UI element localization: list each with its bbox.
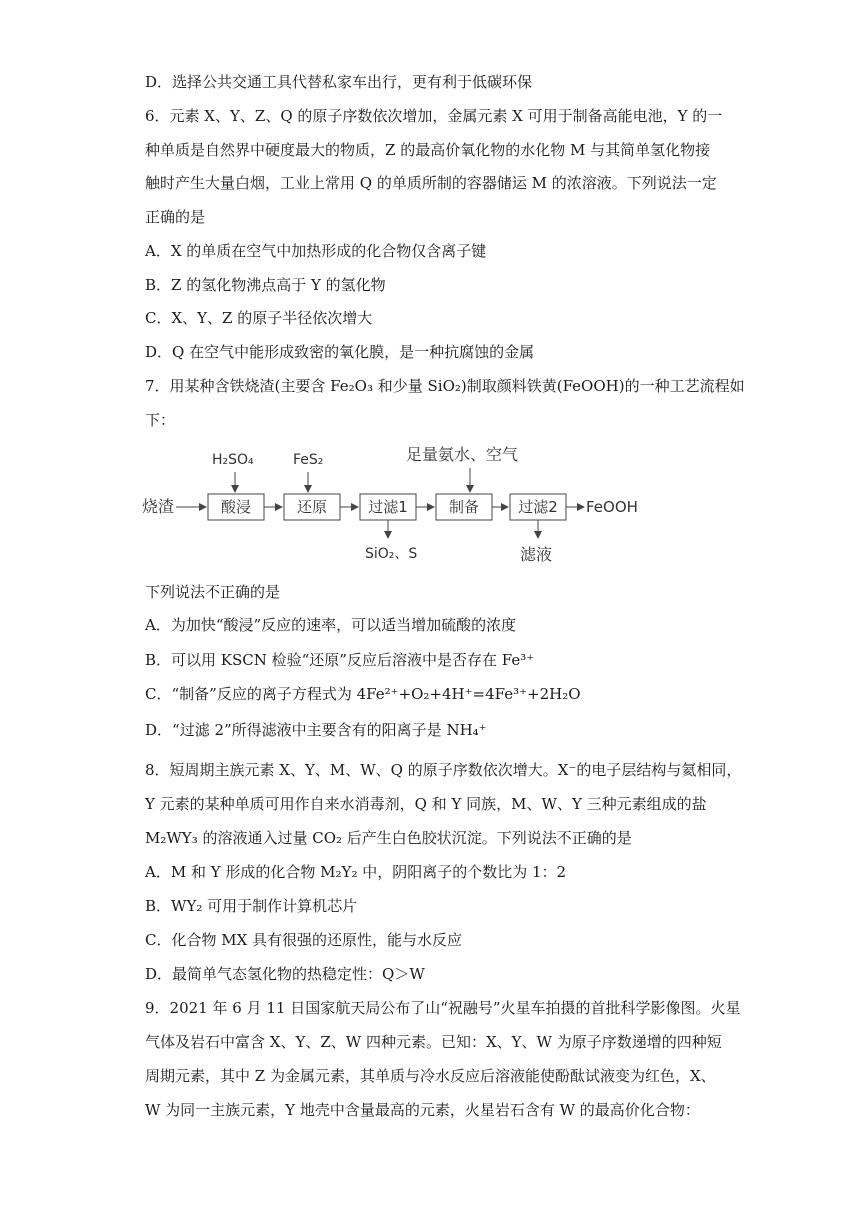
text-line: B．WY₂ 可用于制作计算机芯片: [145, 897, 358, 915]
text-line: B．Z 的氢化物沸点高于 Y 的氢化物: [145, 276, 386, 294]
flow-product: FeOOH: [586, 498, 638, 516]
text-line: 6．元素 X、Y、Z、Q 的原子序数依次增加，金属元素 X 可用于制备高能电池，Y 的一: [145, 107, 723, 125]
text-line: 正确的是: [145, 208, 206, 226]
text-line: 7．用某种含铁烧渣(主要含 Fe₂O₃ 和少量 SiO₂)制取颜料铁黄(FeOOH)的一种工艺流程如: [145, 377, 745, 395]
text-line: C．化合物 MX 具有很强的还原性，能与水反应: [145, 931, 463, 949]
flow-input-ammonia-air: 足量氨水、空气: [406, 445, 519, 464]
text-line: D．最简单气态氢化物的热稳定性：Q＞W: [145, 965, 425, 983]
flow-start: 烧渣: [142, 497, 175, 516]
text-line: A．M 和 Y 形成的化合物 M₂Y₂ 中，阴阳离子的个数比为 1：2: [145, 863, 567, 881]
text-line: 气体及岩石中富含 X、Y、Z、W 四种元素。已知：X、Y、W 为原子序数递增的四种短: [145, 1033, 722, 1051]
text-line: 8．短周期主族元素 X、Y、M、W、Q 的原子序数依次增大。X⁻的电子层结构与氦相同，: [145, 761, 742, 779]
flow-input-fes2: FeS₂: [293, 452, 324, 468]
flow-step-label: 还原: [296, 498, 328, 516]
flow-step-label: 过滤2: [518, 498, 558, 516]
text-line: 触时产生大量白烟，工业上常用 Q 的单质所制的容器储运 M 的浓溶液。下列说法一定: [145, 174, 717, 192]
text-line: Y 元素的某种单质可用作自来水消毒剂，Q 和 Y 同族，M、W、Y 三种元素组成的盐: [145, 795, 707, 813]
text-line: W 为同一主族元素，Y 地壳中含量最高的元素，火星岩石含有 W 的最高价化合物：: [145, 1101, 700, 1119]
text-line: M₂WY₃ 的溶液通入过量 CO₂ 后产生白色胶状沉淀。下列说法不正确的是: [145, 829, 632, 847]
text-line: C．“制备”反应的离子方程式为 4Fe²⁺+O₂+4H⁺=4Fe³⁺+2H₂O: [145, 685, 581, 703]
text-line: B．可以用 KSCN 检验“还原”反应后溶液中是否存在 Fe³⁺: [145, 651, 535, 669]
text-line: A．为加快“酸浸”反应的速率，可以适当增加硫酸的浓度: [145, 616, 517, 634]
text-line: 下列说法不正确的是: [145, 583, 281, 601]
flow-output-sio2-s: SiO₂、S: [365, 546, 418, 562]
text-line: D．Q 在空气中能形成致密的氧化膜，是一种抗腐蚀的金属: [145, 343, 535, 361]
process-flow-diagram: [140, 440, 660, 570]
text-line: 下：: [145, 411, 176, 429]
text-line: 种单质是自然界中硬度最大的物质，Z 的最高价氧化物的水化物 M 与其简单氢化物接: [145, 141, 711, 159]
text-line: 周期元素，其中 Z 为金属元素，其单质与冷水反应后溶液能使酚酞试液变为红色，X、: [145, 1067, 716, 1085]
text-line: C．X、Y、Z 的原子半径依次增大: [145, 309, 373, 327]
flow-step-label: 过滤1: [368, 498, 408, 516]
flow-step-label: 制备: [448, 498, 480, 516]
flow-output-filtrate: 滤液: [520, 545, 553, 564]
text-line: D．“过滤 2”所得滤液中主要含有的阳离子是 NH₄⁺: [145, 721, 487, 739]
text-line: D．选择公共交通工具代替私家车出行，更有利于低碳环保: [145, 73, 533, 91]
flow-input-h2so4: H₂SO₄: [212, 452, 254, 468]
flow-step-label: 酸浸: [220, 498, 252, 516]
text-line: 9．2021 年 6 月 11 日国家航天局公布了山“祝融号”火星车拍摄的首批科学影像图。火星: [145, 999, 741, 1017]
text-line: A．X 的单质在空气中加热形成的化合物仅含离子键: [145, 242, 487, 260]
